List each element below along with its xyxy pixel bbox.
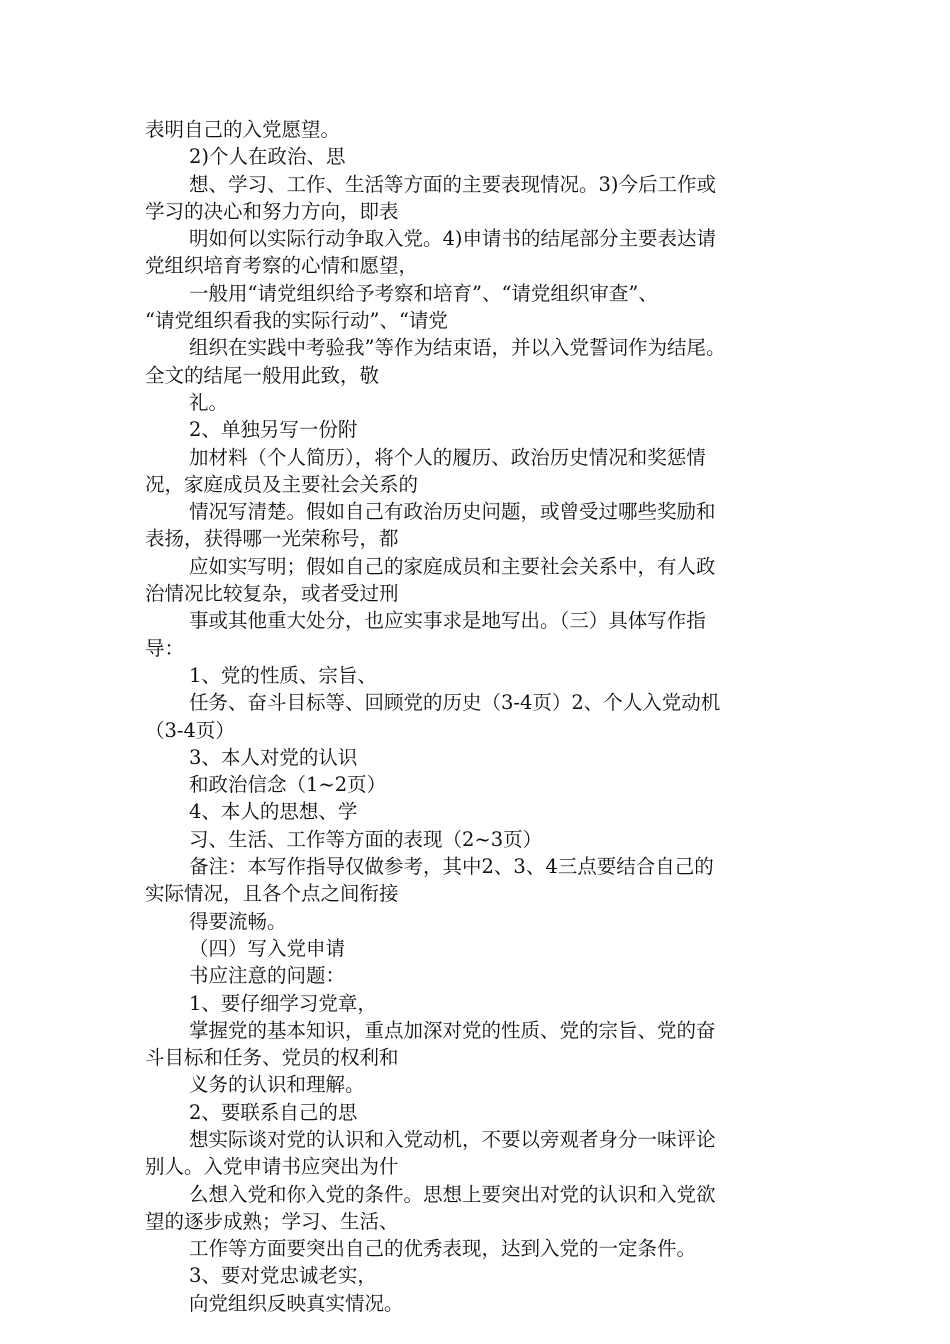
document-line: 一般用“请党组织给予考察和培育”、“请党组织审查”、: [189, 281, 658, 305]
document-line: 望的逐步成熟；学习、生活、: [145, 1209, 399, 1233]
document-line: 别人。入党申请书应突出为什: [145, 1155, 399, 1179]
document-line: 事或其他重大处分，也应实事求是地写出。（三）具体写作指: [189, 609, 706, 633]
document-line: 全文的结尾一般用此致，敬: [145, 363, 380, 387]
document-line: 组织在实践中考验我”等作为结束语，并以入党誓词作为结尾。: [189, 336, 726, 360]
document-line: 习、生活、工作等方面的表现（2~3页）: [189, 827, 543, 851]
document-line: 2、单独另写一份附: [189, 418, 358, 442]
document-line: （四）写入党申请: [189, 936, 346, 960]
document-line: 导：: [145, 636, 185, 660]
document-line: “请党组织看我的实际行动”、“请党: [145, 309, 448, 333]
document-line: 实际情况，且各个点之间衔接: [145, 882, 399, 906]
document-line: 2)个人在政治、思: [189, 145, 346, 169]
document-line: 情况写清楚。假如自己有政治历史问题，或曾受过哪些奖励和: [189, 500, 716, 524]
document-line: 任务、奋斗目标等、回顾党的历史（3-4页）2、个人入党动机: [189, 691, 721, 715]
document-line: 明如何以实际行动争取入党。4)申请书的结尾部分主要表达请: [189, 227, 717, 251]
document-line: 斗目标和任务、党员的权利和: [145, 1046, 399, 1070]
document-line: 工作等方面要突出自己的优秀表现，达到入党的一定条件。: [189, 1237, 697, 1261]
document-line: （3-4页）: [145, 718, 235, 742]
document-line: 应如实写明；假如自己的家庭成员和主要社会关系中，有人政: [189, 554, 716, 578]
document-line: 况，家庭成员及主要社会关系的: [145, 472, 419, 496]
document-line: 学习的决心和努力方向，即表: [145, 199, 399, 223]
document-line: 掌握党的基本知识，重点加深对党的性质、党的宗旨、党的奋: [189, 1018, 716, 1042]
document-body: [145, 116, 835, 1317]
document-line: 4、本人的思想、学: [189, 800, 358, 824]
document-line: 义务的认识和理解。: [189, 1073, 365, 1097]
document-line: 得要流畅。: [189, 909, 287, 933]
document-line: 1、党的性质、宗旨、: [189, 663, 377, 687]
document-line: 和政治信念（1~2页）: [189, 773, 387, 797]
document-line: 党组织培育考察的心情和愿望，: [145, 254, 419, 278]
document-line: 想实际谈对党的认识和入党动机，不要以旁观者身分一味评论: [189, 1127, 716, 1151]
document-line: 书应注意的问题：: [189, 964, 346, 988]
document-line: 表扬，获得哪一光荣称号，都: [145, 527, 399, 551]
document-line: 1、要仔细学习党章，: [189, 991, 377, 1015]
document-line: 2、要联系自己的思: [189, 1100, 358, 1124]
document-line: 备注：本写作指导仅做参考，其中2、3、4三点要结合自己的: [189, 855, 714, 879]
document-line: 3、要对党忠诚老实，: [189, 1264, 377, 1288]
document-line: 3、本人对党的认识: [189, 745, 358, 769]
document-line: 表明自己的入党愿望。: [145, 118, 341, 141]
document-line: 礼。: [189, 390, 229, 414]
document-line: 加材料（个人简历），将个人的履历、政治历史情况和奖惩情: [189, 445, 706, 469]
document-line: 想、学习、工作、生活等方面的主要表现情况。3)今后工作或: [189, 172, 717, 196]
document-line: 治情况比较复杂，或者受过刑: [145, 582, 399, 606]
document-line: 么想入党和你入党的条件。思想上要突出对党的认识和入党欲: [189, 1182, 716, 1206]
document-line: 向党组织反映真实情况。: [189, 1291, 404, 1315]
